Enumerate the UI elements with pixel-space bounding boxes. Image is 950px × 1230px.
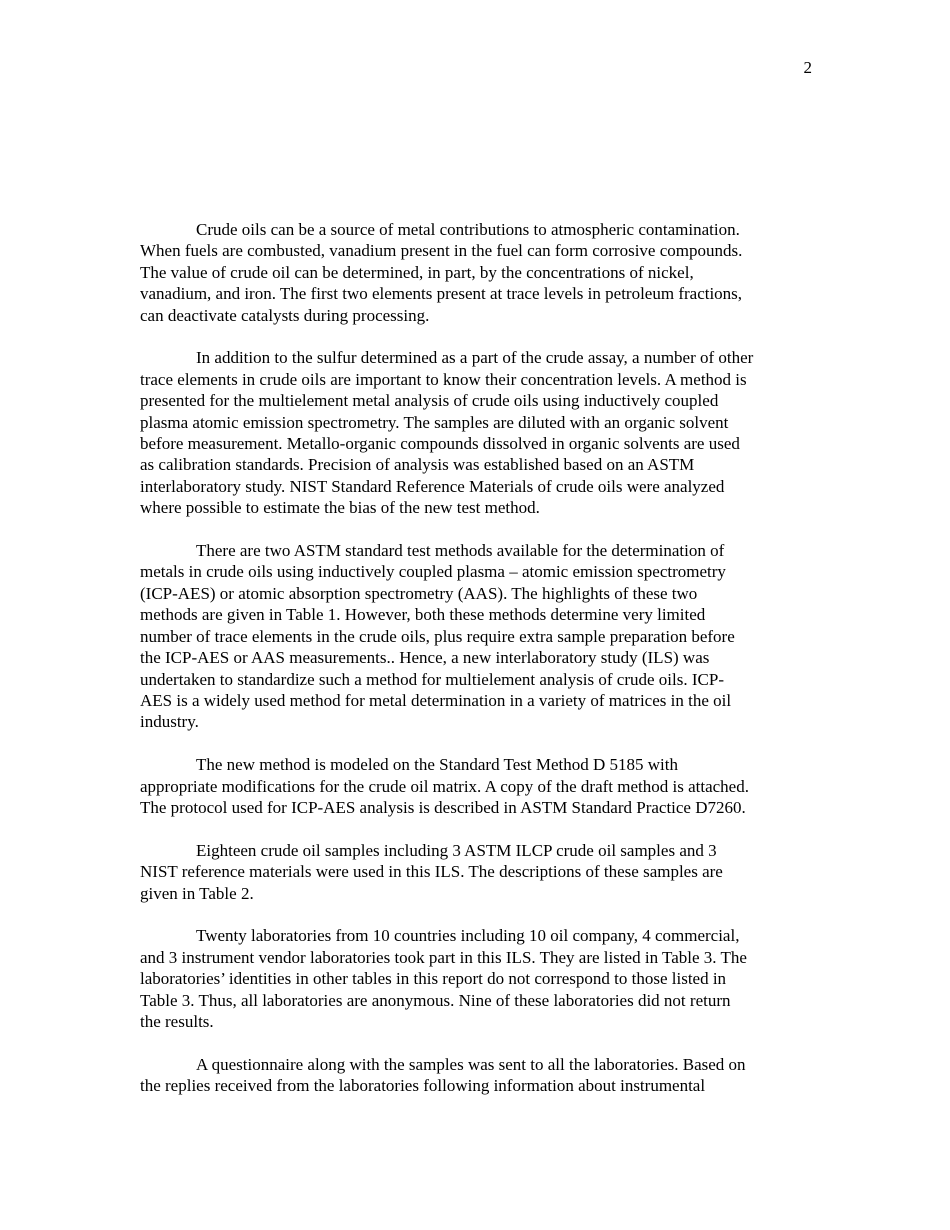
text-line: can deactivate catalysts during processing. — [140, 305, 430, 325]
text-line: before measurement. Metallo-organic compounds dissolved in organic solvents are used — [140, 434, 740, 454]
text-line: undertaken to standardize such a method for multielement analysis of crude oils. ICP- — [140, 669, 724, 689]
text-line: Eighteen crude oil samples including 3 ASTM ILCP crude oil samples and 3 — [196, 840, 717, 860]
text-line: Table 3. Thus, all laboratories are anonymous. Nine of these laboratories did not return — [140, 990, 731, 1010]
text-line: Twenty laboratories from 10 countries including 10 oil company, 4 commercial, — [196, 926, 740, 946]
text-line: the results. — [140, 1011, 214, 1031]
paragraph-new-method — [140, 754, 820, 818]
text-line: number of trace elements in the crude oils, plus require extra sample preparation before — [140, 626, 735, 646]
text-line: laboratories’ identities in other tables in this report do not correspond to those listed in — [140, 969, 727, 989]
paragraph-method-overview — [140, 347, 820, 518]
text-line: methods are given in Table 1. However, both these methods determine very limited — [140, 605, 706, 625]
text-line: trace elements in crude oils are important to know their concentration levels. A method is — [140, 369, 747, 389]
text-line: presented for the multielement metal analysis of crude oils using inductively coupled — [140, 391, 719, 411]
text-line: The protocol used for ICP-AES analysis is described in ASTM Standard Practice D7260. — [140, 797, 746, 817]
paragraph-astm-methods — [140, 540, 820, 733]
text-line: as calibration standards. Precision of analysis was established based on an ASTM — [140, 455, 695, 475]
body-text — [140, 219, 820, 1118]
paragraph-metal-contributions — [140, 219, 820, 326]
text-line: The value of crude oil can be determined, in part, by the concentrations of nickel, — [140, 262, 694, 282]
text-line: the replies received from the laboratories following information about instrumental — [140, 1076, 706, 1096]
text-line: given in Table 2. — [140, 883, 254, 903]
text-line: (ICP-AES) or atomic absorption spectrometry (AAS). The highlights of these two — [140, 583, 698, 603]
text-line: industry. — [140, 712, 199, 732]
text-line: appropriate modifications for the crude oil matrix. A copy of the draft method is attached. — [140, 776, 749, 796]
page-number: 2 — [803, 58, 812, 77]
text-line: AES is a widely used method for metal determination in a variety of matrices in the oil — [140, 690, 732, 710]
text-line: The new method is modeled on the Standard Test Method D 5185 with — [196, 755, 678, 775]
text-line: Crude oils can be a source of metal contributions to atmospheric contamination. — [196, 220, 740, 239]
text-line: A questionnaire along with the samples was sent to all the laboratories. Based on — [196, 1054, 746, 1074]
text-line: the ICP-AES or AAS measurements.. Hence, a new interlaboratory study (ILS) was — [140, 648, 710, 668]
paragraph-laboratories — [140, 925, 820, 1032]
text-line: There are two ASTM standard test methods available for the determination of — [196, 541, 725, 561]
text-line: NIST reference materials were used in this ILS. The descriptions of these samples are — [140, 862, 723, 882]
text-line: interlaboratory study. NIST Standard Reference Materials of crude oils were analyzed — [140, 476, 725, 496]
text-line: where possible to estimate the bias of the new test method. — [140, 498, 540, 518]
text-line: and 3 instrument vendor laboratories took part in this ILS. They are listed in Table 3. The — [140, 947, 747, 967]
text-line: metals in crude oils using inductively coupled plasma – atomic emission spectrometry — [140, 562, 726, 582]
paragraph-questionnaire — [140, 1054, 820, 1097]
text-line: vanadium, and iron. The first two elements present at trace levels in petroleum fractions, — [140, 284, 743, 304]
paragraph-samples — [140, 840, 820, 904]
text-line: In addition to the sulfur determined as a part of the crude assay, a number of other — [196, 348, 754, 368]
text-line: When fuels are combusted, vanadium present in the fuel can form corrosive compounds. — [140, 241, 743, 261]
text-line: plasma atomic emission spectrometry. The samples are diluted with an organic solvent — [140, 412, 729, 432]
